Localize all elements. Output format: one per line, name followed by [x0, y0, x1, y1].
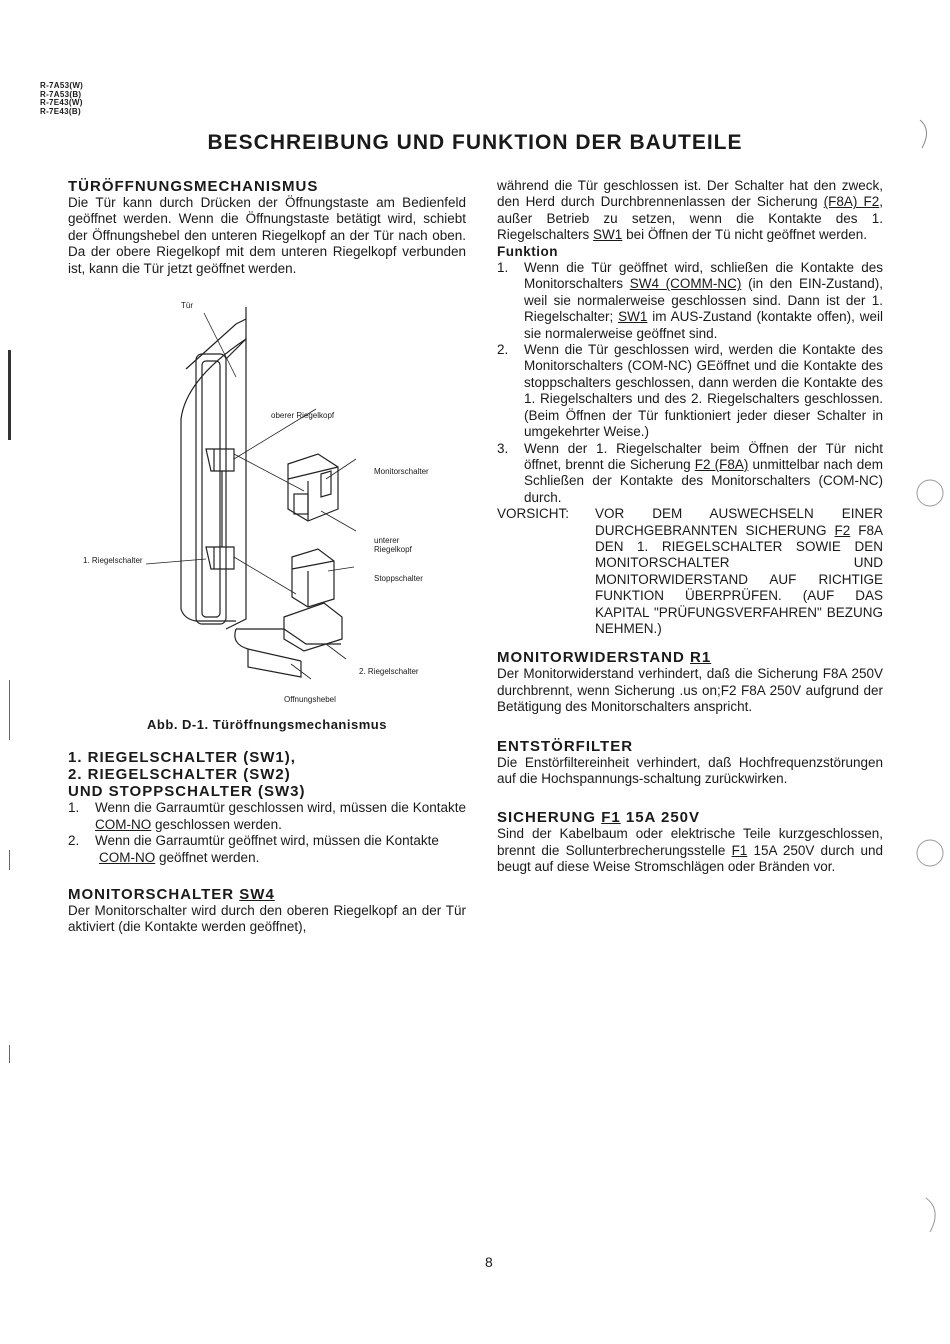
section-title-fuse: SICHERUNG F1 15A 250V [497, 809, 701, 827]
door-text: Die Tür kann durch Drücken der Öffnungstaste am Bedienfeld geöffnet werden. Wenn die Öffnungstaste betätigt wird, schiebt der Öffnungshebel den unteren Riegelkopf an der Tür nach oben. Da der obere Riegelkopf mit dem unteren Riegelkopf verbunden ist, kann die Tür jetzt geöffnet werden. [68, 195, 466, 276]
section-title-monitor-switch: MONITORSCHALTER SW4 [68, 886, 275, 904]
label-opening-lever: Offnungshebel [284, 695, 336, 705]
fuse-text: Sind der Kabelbaum oder elektrische Teile kurzgeschlossen, brennt die Sollunterbrecherungsstelle F1 15A 250V durch und beugt auf diese Weise Stromschlägen oder Bränden vor. [497, 826, 883, 875]
monitor-resistor-text: Der Monitorwiderstand verhindert, daß die Sicherung F8A 250V durchbrennt, wenn Sicherung .us on;F2 F8A 250V aufgrund der Betätigung des Monitorschalters anspricht. [497, 666, 883, 715]
model-code: R-7E43(B) [40, 106, 81, 116]
margin-mark [9, 680, 10, 740]
function-subtitle: Funktion [497, 243, 558, 259]
punch-hole-mark [912, 468, 944, 518]
label-stop-switch: Stoppschalter [374, 574, 423, 584]
caution-text: VOR DEM AUSWECHSELN EINER DURCHGEBRANNTEN SICHERUNG F2 F8A DEN 1. RIEGELSCHALTER SOWIE DEN MONITORSCHALTER UND MONITORWIDERSTAND AUF RICHTIGE FUNKTION ÜBERPRÜFEN. (AUF DAS KAPITAL "PRÜFUNGSVERFAHREN" BEZUNG NEHMEN.) [595, 506, 883, 636]
margin-mark [8, 350, 11, 440]
margin-mark [9, 850, 10, 870]
punch-hole-mark [912, 1190, 944, 1240]
page-title: BESCHREIBUNG UND FUNKTION DER BAUTEILE [207, 131, 743, 154]
label-latch-switch-2: 2. Riegelschalter [359, 667, 419, 677]
list-item: 2. Wenn die Garraumtür geöffnet wird, müssen die Kontakte COM-NO geöffnet werden. [68, 833, 439, 865]
noise-filter-text: Die Enstörfiltereinheit verhindert, daß Hochfrequenzstörungen auf die Hochspannungs-schaltung zurückwirken. [497, 754, 883, 786]
page-number: 8 [485, 1254, 493, 1270]
list-item: 1. Wenn die Tür geöffnet wird, schließen die Kontakte des Monitorschalters SW4 (COMM-NC) (in den EIN-Zustand), weil sie normalerweise geschlossen sind. Dann ist der 1. Riegelschalter; SW1 im AUS-Zustand (kontakte offen), weil sie normalerweise geöffnet sind. [497, 260, 883, 341]
label-monitor-switch: Monitorschalter [374, 467, 429, 477]
section-title-monitor-resistor: MONITORWIDERSTAND R1 [497, 649, 712, 667]
monitor-switch-text-cont: während die Tür geschlossen ist. Der Schalter hat den zweck, den Herd durch Durchbrennenlassen der Sicherung (F8A) F2, außer Betrieb zu setzen, wenn die Kontakte des 1. Riegelschalters SW1 bei Öffnen der Tü nicht geöffnet werden. [497, 178, 883, 243]
section-title-stop: UND STOPPSCHALTER (SW3) [68, 783, 306, 801]
section-title-latch-2: 2. RIEGELSCHALTER (SW2) [68, 766, 291, 784]
list-item: 3. Wenn der 1. Riegelschalter beim Öffnen der Tür nicht öffnet, brennt die Sicherung F2 (F8A) unmittelbar nach dem Schließen der Kontakte des Monitorschalters (COM-NC) durch. [497, 440, 883, 505]
door-mechanism-drawing [56, 299, 476, 699]
model-code: R-7A53(B) [40, 89, 82, 99]
section-title-door: TÜRÖFFNUNGSMECHANISMUS [68, 178, 319, 195]
left-column [68, 178, 466, 936]
label-lower-latch-head-2: Riegelkopf [374, 545, 412, 555]
caution-note [497, 506, 883, 637]
label-lower-latch-head: unterer [374, 536, 400, 546]
punch-hole-mark [912, 828, 944, 878]
section-title-latch-1: 1. RIEGELSCHALTER (SW1), [68, 749, 296, 767]
label-upper-latch-head: oberer Riegelkopf [271, 411, 335, 421]
monitor-switch-text: Der Monitorschalter wird durch den oberen Riegelkopf an der Tür aktiviert (die Kontakte werden geöffnet), [68, 903, 466, 935]
caution-label: VORSICHT: [497, 506, 570, 522]
list-item: 2. Wenn die Tür geschlossen wird, werden die Kontakte des Monitorschalters (COM-NC) GEöffnet und die Kontakte des stoppschalters geschlossen, dann werden die Kontakte des 1. Riegelschalters und des 2. Riegelschalters geschlossen. (Beim Öffnen der Tür funktioniert jeder dieser Schalter in umgekehrter Weise.) [497, 342, 883, 440]
margin-mark [9, 1045, 10, 1063]
label-latch-switch-1: 1. Riegelschalter [83, 556, 143, 566]
figure-caption: Abb. D-1. Türöffnungsmechanismus [147, 717, 387, 733]
function-list [497, 260, 883, 506]
model-code: R-7A53(W) [40, 81, 84, 90]
right-column [497, 178, 883, 876]
list-item: 1. Wenn die Garraumtür geschlossen wird, müssen die Kontakte COM-NO geschlossen werden. [68, 800, 466, 832]
door-mechanism-figure [56, 299, 476, 705]
punch-hole-mark [910, 100, 940, 160]
section-title-noise-filter: ENTSTÖRFILTER [497, 737, 634, 755]
model-code: R-7E43(W) [40, 98, 83, 107]
latch-switch-list [68, 800, 466, 866]
label-door: Tür [181, 301, 193, 311]
model-list [40, 82, 83, 116]
